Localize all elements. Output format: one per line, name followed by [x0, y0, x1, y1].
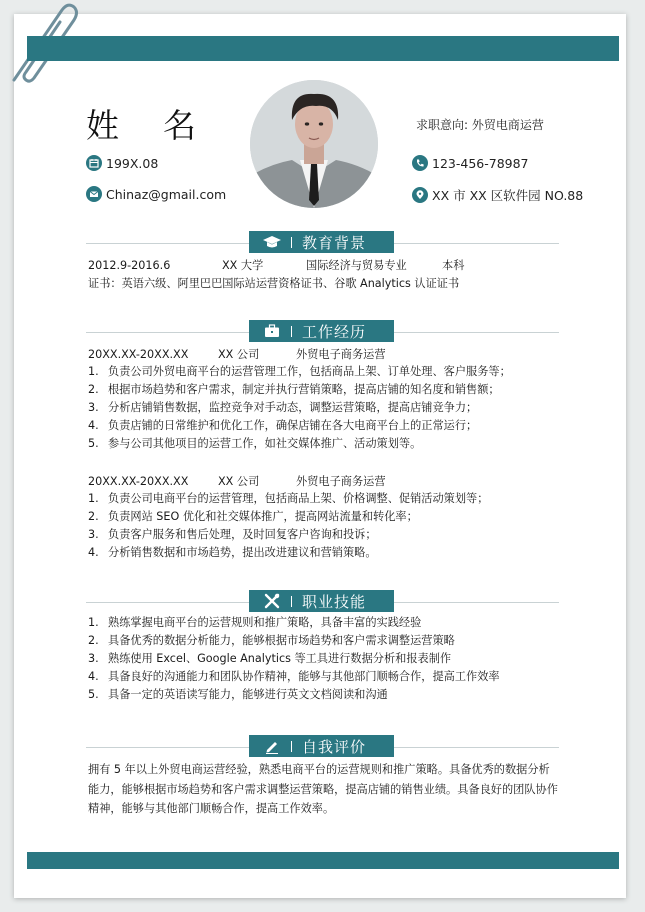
- list-item: 1. 负责公司外贸电商平台的运营管理工作，包括商品上架、订单处理、客户服务等；: [88, 365, 511, 378]
- list-item: 1. 熟练掌握电商平台的运营规则和推广策略，具备丰富的实践经验: [88, 616, 422, 629]
- candidate-name: 姓 名: [86, 106, 196, 145]
- job-intent: 求职意向: 外贸电商运营: [416, 118, 544, 132]
- section-title: 自我评价: [302, 737, 367, 756]
- pen-icon: [259, 738, 285, 754]
- education-row: 2012.9-2016.6 XX 大学 国际经济与贸易专业 本科: [88, 259, 465, 272]
- location-icon: [412, 187, 428, 203]
- list-item: 5. 具备一定的英语读写能力，能够进行英文文档阅读和沟通: [88, 688, 388, 701]
- list-item: 1. 负责公司电商平台的运营管理，包括商品上架、价格调整、促销活动策划等；: [88, 492, 489, 505]
- job-header: 20XX.XX-20XX.XX XX 公司 外贸电子商务运营: [88, 348, 386, 361]
- tools-icon: [259, 593, 285, 609]
- list-item: 3. 分析店铺销售数据，监控竞争对手动态，调整运营策略，提高店铺竞争力；: [88, 401, 478, 414]
- phone-icon: [412, 155, 428, 171]
- list-item: 3. 负责客户服务和售后处理，及时回复客户咨询和投诉；: [88, 528, 377, 541]
- footer-bar: [27, 852, 619, 869]
- section-skills-header: [86, 590, 559, 612]
- section-work-header: [86, 320, 559, 342]
- contact-email: Chinaz@gmail.com: [86, 186, 226, 202]
- section-title: 教育背景: [302, 233, 367, 252]
- education-certs: 证书：英语六级、阿里巴巴国际站运营资格证书、谷歌 Analytics 认证证书: [88, 277, 460, 290]
- list-item: 2. 负责网站 SEO 优化和社交媒体推广，提高网站流量和转化率；: [88, 510, 418, 523]
- job-header: 20XX.XX-20XX.XX XX 公司 外贸电子商务运营: [88, 475, 386, 488]
- contact-phone: 123-456-78987: [412, 155, 529, 171]
- calendar-icon: [86, 155, 102, 171]
- list-item: 4. 分析销售数据和市场趋势，提出改进建议和营销策略。: [88, 546, 377, 559]
- graduation-cap-icon: [259, 235, 285, 249]
- contact-address: XX 市 XX 区软件园 NO.88: [412, 186, 583, 204]
- header-bar: [27, 36, 619, 61]
- list-item: 3. 熟练使用 Excel、Google Analytics 等工具进行数据分析和报表制作: [88, 652, 452, 665]
- list-item: 2. 根据市场趋势和客户需求，制定并执行营销策略，提高店铺的知名度和销售额；: [88, 383, 500, 396]
- skills-list: [88, 614, 500, 704]
- section-title: 工作经历: [302, 322, 367, 341]
- section-education-header: [86, 231, 559, 253]
- job-duties-list: [88, 363, 511, 453]
- job-duties-list: [88, 490, 488, 562]
- briefcase-icon: [259, 324, 285, 338]
- list-item: 2. 具备优秀的数据分析能力，能够根据市场趋势和客户需求调整运营策略: [88, 634, 455, 647]
- profile-photo: [250, 80, 378, 208]
- contact-birth: 199X.08: [86, 155, 158, 171]
- list-item: 4. 负责店铺的日常维护和优化工作，确保店铺在各大电商平台上的正常运行；: [88, 419, 478, 432]
- section-title: 职业技能: [302, 592, 367, 611]
- section-self-header: [86, 735, 559, 757]
- list-item: 4. 具备良好的沟通能力和团队协作精神，能够与其他部门顺畅合作，提高工作效率: [88, 670, 500, 683]
- self-evaluation-text: 拥有 5 年以上外贸电商运营经验，熟悉电商平台的运营规则和推广策略。具备优秀的数据分析能力，能够根据市场趋势和客户需求调整运营策略，提高店铺的销售业绩。具备良好的团队协作精神，能够与其他部门顺畅合作，提高工作效率。: [88, 763, 558, 815]
- mail-icon: [86, 186, 102, 202]
- list-item: 5. 参与公司其他项目的运营工作，如社交媒体推广、活动策划等。: [88, 437, 422, 450]
